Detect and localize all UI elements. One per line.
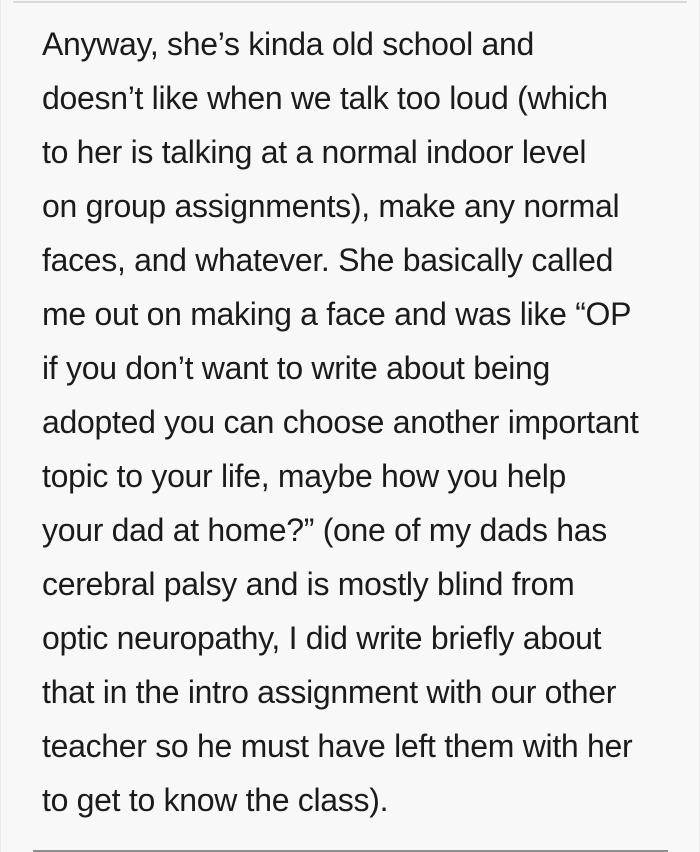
top-image-edge-divider — [13, 1, 687, 3]
paragraph-line: faces, and whatever. She basically called — [42, 242, 614, 278]
paragraph-line: teacher so he must have left them with her — [42, 728, 633, 764]
paragraph-line: doesn’t like when we talk too loud (which — [42, 80, 608, 116]
paragraph-line: me out on making a face and was like “OP — [42, 296, 632, 332]
paragraph-line: to get to know the class). — [42, 782, 389, 818]
paragraph-line: adopted you can choose another important — [42, 404, 639, 440]
paragraph-line: cerebral palsy and is mostly blind from — [42, 566, 575, 602]
story-paragraph — [42, 17, 670, 827]
paragraph-line: your dad at home?” (one of my dads has — [42, 512, 607, 548]
paragraph-line: Anyway, she’s kinda old school and — [42, 26, 535, 62]
paragraph-line: optic neuropathy, I did write briefly about — [42, 620, 602, 656]
paragraph-line: on group assignments), make any normal — [42, 188, 620, 224]
paragraph-line: topic to your life, maybe how you help — [42, 458, 567, 494]
paragraph-line: to her is talking at a normal indoor level — [42, 134, 587, 170]
paragraph-line: if you don’t want to write about being — [42, 350, 551, 386]
paragraph-line: that in the intro assignment with our other — [42, 674, 617, 710]
